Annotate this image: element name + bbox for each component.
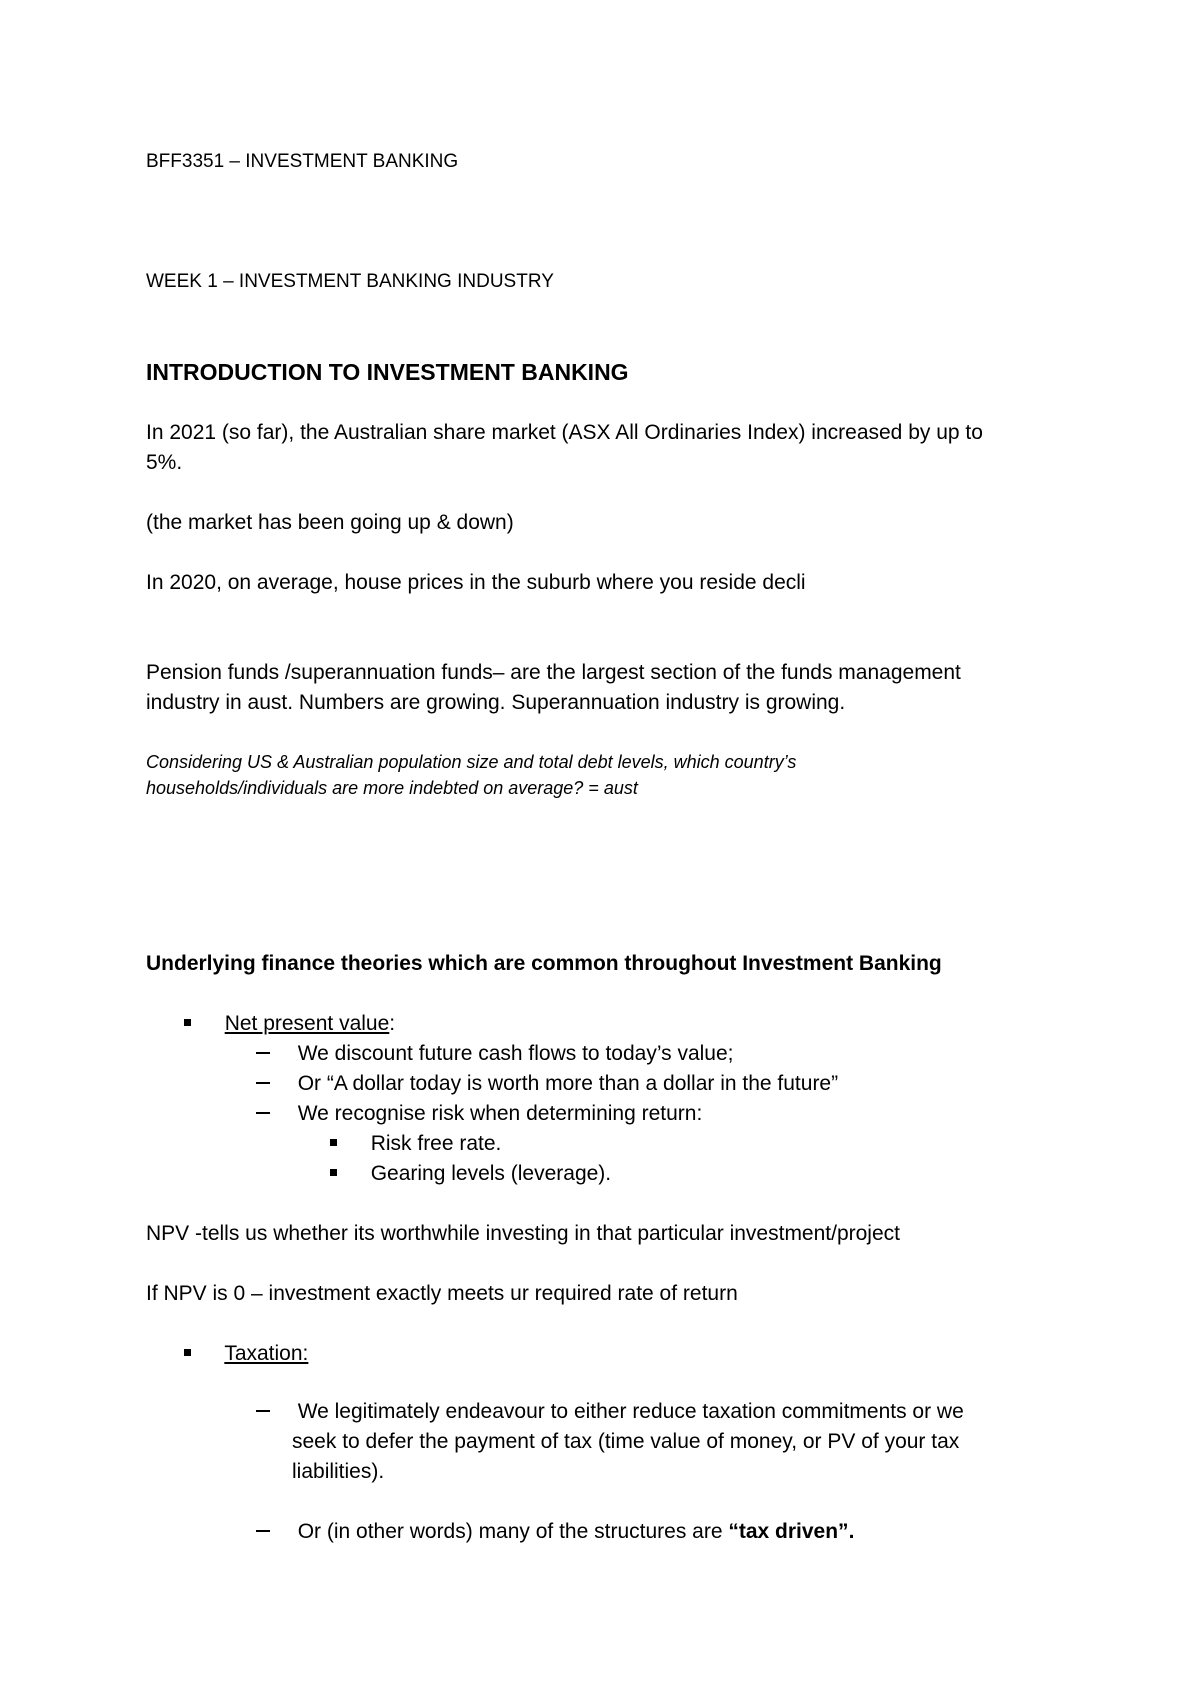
npv-sub-sub-item-1-text: Risk free rate.: [370, 1132, 502, 1155]
paragraph-2021-line-1: In 2021 (so far), the Australian share market (ASX All Ordinaries Index) increased by up to: [146, 421, 983, 444]
square-bullet-icon: [184, 1349, 191, 1356]
npv-sub-item-3-text: We recognise risk when determining return:: [297, 1102, 703, 1125]
dash-bullet-icon: [256, 1082, 270, 1084]
question-line-1: Considering US & Australian population size and total debt levels, which country’s: [146, 752, 797, 772]
dash-bullet-icon: [256, 1112, 270, 1114]
npv-bullet-label: Net present value: [224, 1012, 390, 1035]
npv-sub-item-2: [256, 1070, 838, 1098]
paragraph-market: (the market has been going up & down): [146, 511, 514, 534]
dash-bullet-icon: [256, 1410, 270, 1412]
taxation-sub-item-2-prefix: Or (in other words) many of the structures are: [297, 1520, 729, 1543]
taxation-sub-item-2-suffix: .: [848, 1520, 855, 1543]
npv-explanation: NPV -tells us whether its worthwhile investing in that particular investment/project: [146, 1222, 900, 1245]
theories-heading: Underlying finance theories which are common throughout Investment Banking: [146, 952, 942, 975]
npv-bullet-colon: :: [389, 1012, 396, 1035]
square-bullet-icon: [330, 1139, 337, 1146]
square-bullet-icon: [184, 1019, 191, 1026]
dash-bullet-icon: [256, 1052, 270, 1054]
question-line-2: households/individuals are more indebted on average? = aust: [146, 778, 638, 798]
npv-sub-sub-item-1: [330, 1130, 501, 1158]
npv-sub-item-1-text: We discount future cash flows to today’s value;: [297, 1042, 734, 1065]
npv-bullet: [184, 1010, 395, 1038]
taxation-sub-item-2-emphasis: “tax driven”: [728, 1520, 849, 1543]
npv-sub-item-1: [256, 1040, 733, 1068]
dash-bullet-icon: [256, 1530, 270, 1532]
pension-line-2: industry in aust. Numbers are growing. Superannuation industry is growing.: [146, 691, 846, 714]
course-title: BFF3351 – INVESTMENT BANKING: [146, 151, 459, 172]
taxation-sub-item-1: [256, 1398, 964, 1426]
npv-sub-item-2-text: Or “A dollar today is worth more than a dollar in the future”: [297, 1072, 839, 1095]
taxation-sub-item-2: [256, 1518, 854, 1546]
pension-line-1: Pension funds /superannuation funds– are the largest section of the funds management: [146, 661, 961, 684]
npv-zero-statement: If NPV is 0 – investment exactly meets ur required rate of return: [146, 1282, 738, 1305]
taxation-bullet-label: Taxation:: [224, 1342, 309, 1365]
npv-sub-item-3: [256, 1100, 702, 1128]
week-title: WEEK 1 – INVESTMENT BANKING INDUSTRY: [146, 271, 554, 292]
npv-sub-sub-item-2: [330, 1160, 611, 1188]
taxation-sub-item-1-line-2: seek to defer the payment of tax (time value of money, or PV of your tax: [292, 1430, 960, 1453]
section-heading: INTRODUCTION TO INVESTMENT BANKING: [146, 359, 629, 385]
square-bullet-icon: [330, 1169, 337, 1176]
taxation-sub-item-1-line-3: liabilities).: [292, 1460, 385, 1483]
paragraph-2020: In 2020, on average, house prices in the suburb where you reside decli: [146, 571, 806, 594]
paragraph-2021-line-2: 5%.: [146, 451, 183, 474]
taxation-bullet: [184, 1340, 308, 1368]
taxation-sub-item-1-line-1: We legitimately endeavour to either reduce taxation commitments or we: [297, 1400, 964, 1423]
npv-sub-sub-item-2-text: Gearing levels (leverage).: [370, 1162, 612, 1185]
